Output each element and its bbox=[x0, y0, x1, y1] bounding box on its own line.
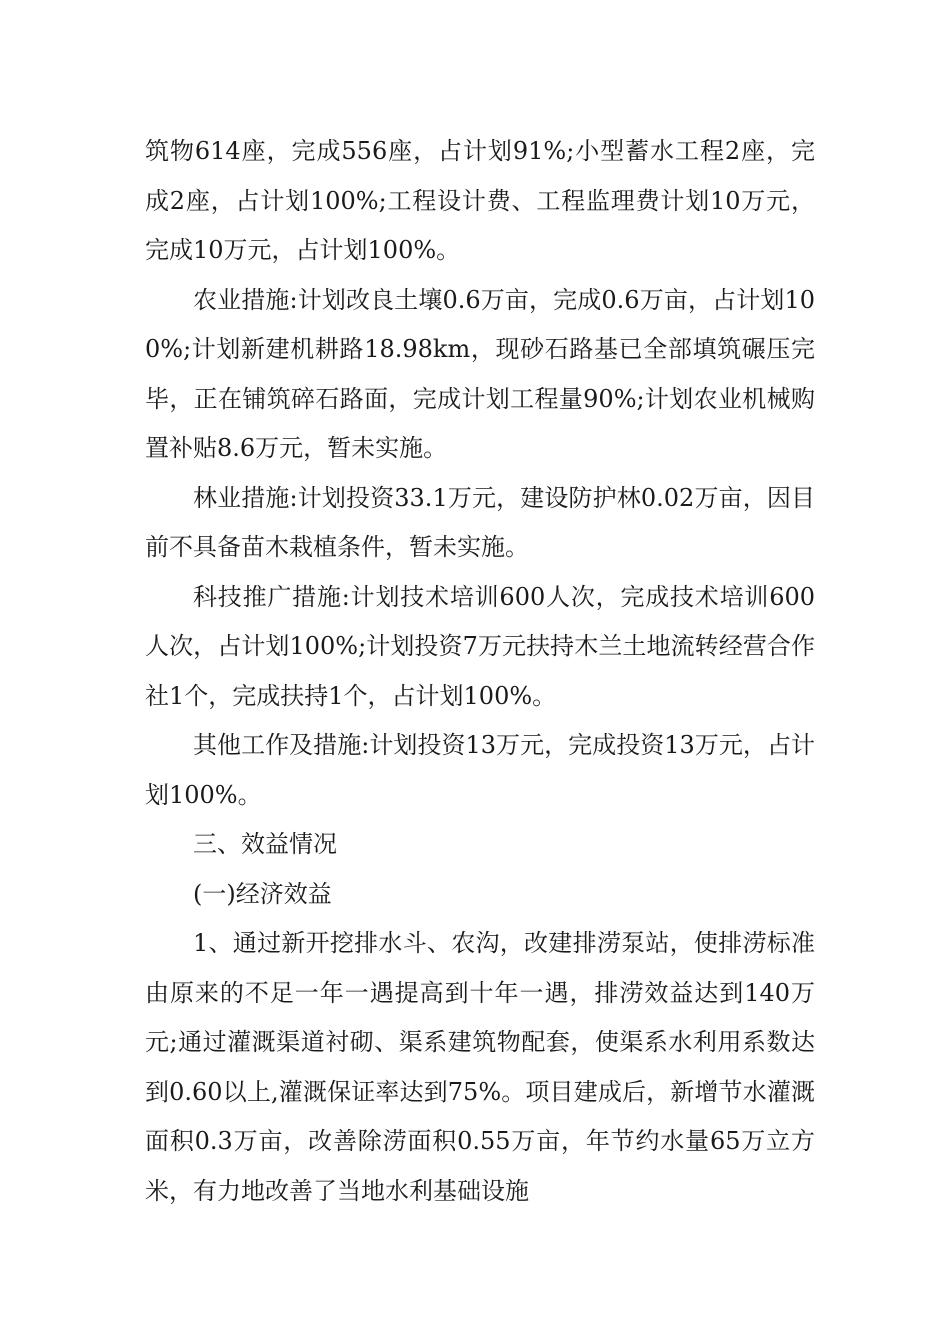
subsection-heading-economic-benefits: (一)经济效益 bbox=[193, 879, 332, 908]
document-body bbox=[145, 127, 815, 1216]
paragraph-agriculture-measures: 农业措施:计划改良土壤0.6万亩，完成0.6万亩，占计划100%;计划新建机耕路18.98km，现砂石路基已全部填筑碾压完毕，正在铺筑碎石路面，完成计划工程量90%;计划农业机械购置补贴8.6万元，暂未实施。 bbox=[145, 285, 815, 462]
paragraph-forestry-measures: 林业措施:计划投资33.1万元，建设防护林0.02万亩，因目前不具备苗木栽植条件，暂未实施。 bbox=[145, 483, 815, 561]
paragraph-economic-benefits-1: 1、通过新开挖排水斗、农沟，改建排涝泵站，使排涝标准由原来的不足一年一遇提高到十年一遇，排涝效益达到140万元;通过灌溉渠道衬砌、渠系建筑物配套，使渠系水利用系数达到0.60以上,灌溉保证率达到75%。项目建成后，新增节水灌溉面积0.3万亩，改善除涝面积0.55万亩，年节约水量65万立方米，有力地改善了当地水利基础设施 bbox=[145, 929, 815, 1205]
paragraph-continuation: 筑物614座，完成556座，占计划91%;小型蓄水工程2座，完成2座，占计划100%;工程设计费、工程监理费计划10万元，完成10万元，占计划100%。 bbox=[145, 137, 815, 264]
paragraph-technology-promotion: 科技推广措施:计划技术培训600人次，完成技术培训600人次，占计划100%;计划投资7万元扶持木兰土地流转经营合作社1个，完成扶持1个，占计划100%。 bbox=[145, 582, 815, 710]
section-heading-benefits: 三、效益情况 bbox=[193, 830, 337, 858]
paragraph-other-measures: 其他工作及措施:计划投资13万元，完成投资13万元，占计划100%。 bbox=[145, 731, 815, 809]
